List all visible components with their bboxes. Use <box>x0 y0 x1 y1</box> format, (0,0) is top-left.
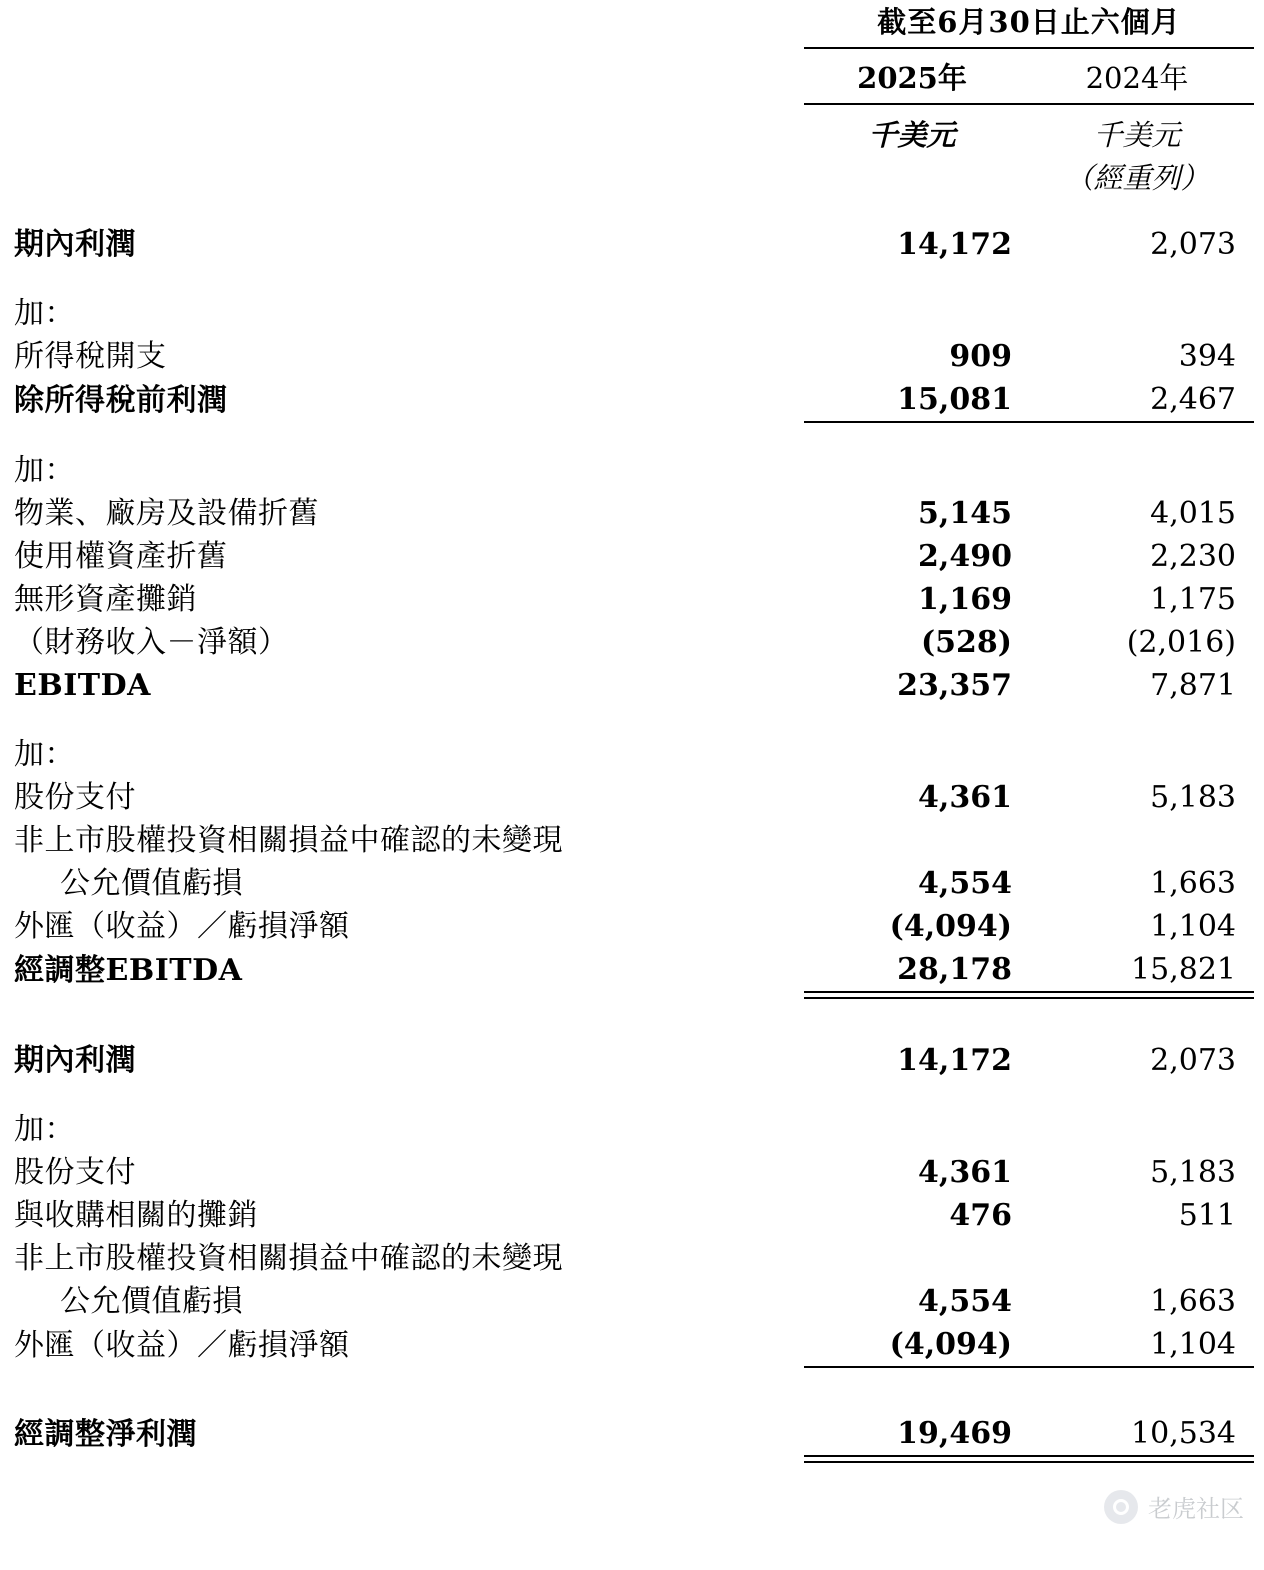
row-label: （財務收入－淨額） <box>14 625 289 660</box>
row-value-2025 <box>804 292 1020 335</box>
row-label: 期內利潤 <box>14 227 136 262</box>
row-value-2025: 909 <box>949 339 1012 374</box>
spacer <box>14 1367 1254 1412</box>
row-label: 使用權資產折舊 <box>14 539 228 574</box>
table-row <box>14 1108 1254 1151</box>
row-value-2025: 14,172 <box>897 1043 1012 1078</box>
row-value-2024: 1,175 <box>1150 582 1237 617</box>
row-label: 外匯（收益）／虧損淨額 <box>14 1328 350 1363</box>
table-header-year-row <box>14 48 1254 104</box>
row-label: 公允價值虧損 <box>60 1284 243 1319</box>
watermark-label: 老虎社区 <box>1148 1495 1244 1523</box>
row-label: 加： <box>14 737 75 772</box>
row-value-2025: 5,145 <box>918 496 1012 531</box>
row-value-2024: 5,183 <box>1150 780 1237 815</box>
header-unit-2025: 千美元 <box>868 118 956 152</box>
table-row <box>14 905 1254 948</box>
table-row <box>14 292 1254 335</box>
table-row <box>14 1412 1254 1456</box>
header-empty-cell-3 <box>14 104 804 154</box>
row-value-2024 <box>1020 819 1254 862</box>
header-empty-cell <box>14 0 804 48</box>
table-row <box>14 1194 1254 1237</box>
row-value-2025: 14,172 <box>897 227 1012 262</box>
row-value-2024: 511 <box>1178 1198 1237 1233</box>
spacer <box>14 197 1254 223</box>
row-value-2025 <box>804 449 1020 492</box>
row-value-2024 <box>1020 1108 1254 1151</box>
table-row <box>14 223 1254 266</box>
table-row <box>14 378 1254 422</box>
row-value-2024 <box>1020 733 1254 776</box>
spacer <box>14 992 1254 1039</box>
row-label: 與收購相關的攤銷 <box>14 1198 258 1233</box>
header-restate-empty <box>804 154 1020 197</box>
table-row <box>14 862 1254 905</box>
row-value-2025: 4,361 <box>918 780 1012 815</box>
row-value-2024: 2,230 <box>1150 539 1237 574</box>
adjusted-ebitda-table <box>14 0 1254 1457</box>
row-label: 非上市股權投資相關損益中確認的未變現 <box>14 823 563 858</box>
table-header-period-row <box>14 0 1254 48</box>
table-header-restated-row <box>14 154 1254 197</box>
row-value-2024: 2,073 <box>1150 1043 1237 1078</box>
table-row <box>14 621 1254 664</box>
header-period-label: 截至6月30日止六個月 <box>804 0 1254 48</box>
row-value-2024: 2,467 <box>1020 378 1254 422</box>
row-value-2025 <box>804 819 1020 862</box>
row-value-2024: 4,015 <box>1150 496 1237 531</box>
row-value-2024: 1,663 <box>1150 1284 1237 1319</box>
table-row <box>14 578 1254 621</box>
row-value-2025: 476 <box>949 1198 1012 1233</box>
row-label: 股份支付 <box>14 780 136 815</box>
table-row <box>14 1280 1254 1323</box>
row-value-2025: 15,081 <box>804 378 1020 422</box>
header-empty-cell-4 <box>14 154 804 197</box>
row-value-2025: 28,178 <box>804 948 1020 992</box>
row-value-2025 <box>804 733 1020 776</box>
row-label: 經調整EBITDA <box>14 953 243 988</box>
row-value-2025: 1,169 <box>918 582 1012 617</box>
row-value-2024: 7,871 <box>1150 668 1237 703</box>
table-row <box>14 1151 1254 1194</box>
row-value-2024: 5,183 <box>1150 1155 1237 1190</box>
row-value-2024 <box>1020 449 1254 492</box>
header-year-2025: 2025年 <box>804 48 1020 104</box>
table-row <box>14 492 1254 535</box>
header-unit-2024: 千美元 <box>1093 118 1181 152</box>
row-value-2024: 2,073 <box>1150 227 1237 262</box>
row-value-2025: 19,469 <box>804 1412 1020 1456</box>
spacer <box>14 422 1254 449</box>
header-year-2024: 2024年 <box>1020 48 1254 104</box>
row-value-2025: (528) <box>920 625 1012 660</box>
row-value-2024 <box>1020 1237 1254 1280</box>
row-label: 經調整淨利潤 <box>14 1417 197 1452</box>
row-value-2025 <box>804 1237 1020 1280</box>
table-row <box>14 1237 1254 1280</box>
row-value-2024: (2,016) <box>1126 625 1237 660</box>
table-row <box>14 1323 1254 1367</box>
table-header-unit-row <box>14 104 1254 154</box>
spacer <box>14 1082 1254 1108</box>
row-value-2024: 1,104 <box>1020 1323 1254 1367</box>
row-value-2025: 4,554 <box>918 866 1012 901</box>
row-value-2025: 2,490 <box>918 539 1012 574</box>
row-label: 加： <box>14 296 75 331</box>
row-label: 外匯（收益）／虧損淨額 <box>14 909 350 944</box>
row-label: 加： <box>14 453 75 488</box>
header-empty-cell-2 <box>14 48 804 104</box>
row-label: 加： <box>14 1112 75 1147</box>
watermark <box>1104 1489 1244 1524</box>
row-value-2024: 10,534 <box>1020 1412 1254 1456</box>
row-label: 股份支付 <box>14 1155 136 1190</box>
row-value-2024: 15,821 <box>1020 948 1254 992</box>
row-label: 所得稅開支 <box>14 339 167 374</box>
row-value-2024: 1,104 <box>1150 909 1237 944</box>
spacer <box>14 707 1254 733</box>
row-label: 非上市股權投資相關損益中確認的未變現 <box>14 1241 563 1276</box>
table-row <box>14 335 1254 378</box>
tiger-community-icon <box>1104 1490 1138 1524</box>
table-row <box>14 733 1254 776</box>
row-value-2024 <box>1020 292 1254 335</box>
row-value-2024: 1,663 <box>1150 866 1237 901</box>
table-row <box>14 664 1254 707</box>
table-row <box>14 449 1254 492</box>
row-value-2025: 23,357 <box>897 668 1012 703</box>
table-row <box>14 535 1254 578</box>
row-value-2025: 4,361 <box>918 1155 1012 1190</box>
row-value-2025: (4,094) <box>889 909 1012 944</box>
table-row <box>14 948 1254 992</box>
header-restated-note: （經重列） <box>1064 161 1210 195</box>
row-value-2025: (4,094) <box>804 1323 1020 1367</box>
row-label: 公允價值虧損 <box>60 866 243 901</box>
row-value-2025 <box>804 1108 1020 1151</box>
row-label: EBITDA <box>14 668 151 703</box>
table-row <box>14 776 1254 819</box>
table-row <box>14 1039 1254 1082</box>
table-row <box>14 819 1254 862</box>
row-label: 物業、廠房及設備折舊 <box>14 496 319 531</box>
row-label: 期內利潤 <box>14 1043 136 1078</box>
row-value-2024: 394 <box>1178 339 1237 374</box>
row-label: 無形資產攤銷 <box>14 582 197 617</box>
row-label: 除所得稅前利潤 <box>14 383 228 418</box>
row-value-2025: 4,554 <box>918 1284 1012 1319</box>
spacer <box>14 266 1254 292</box>
